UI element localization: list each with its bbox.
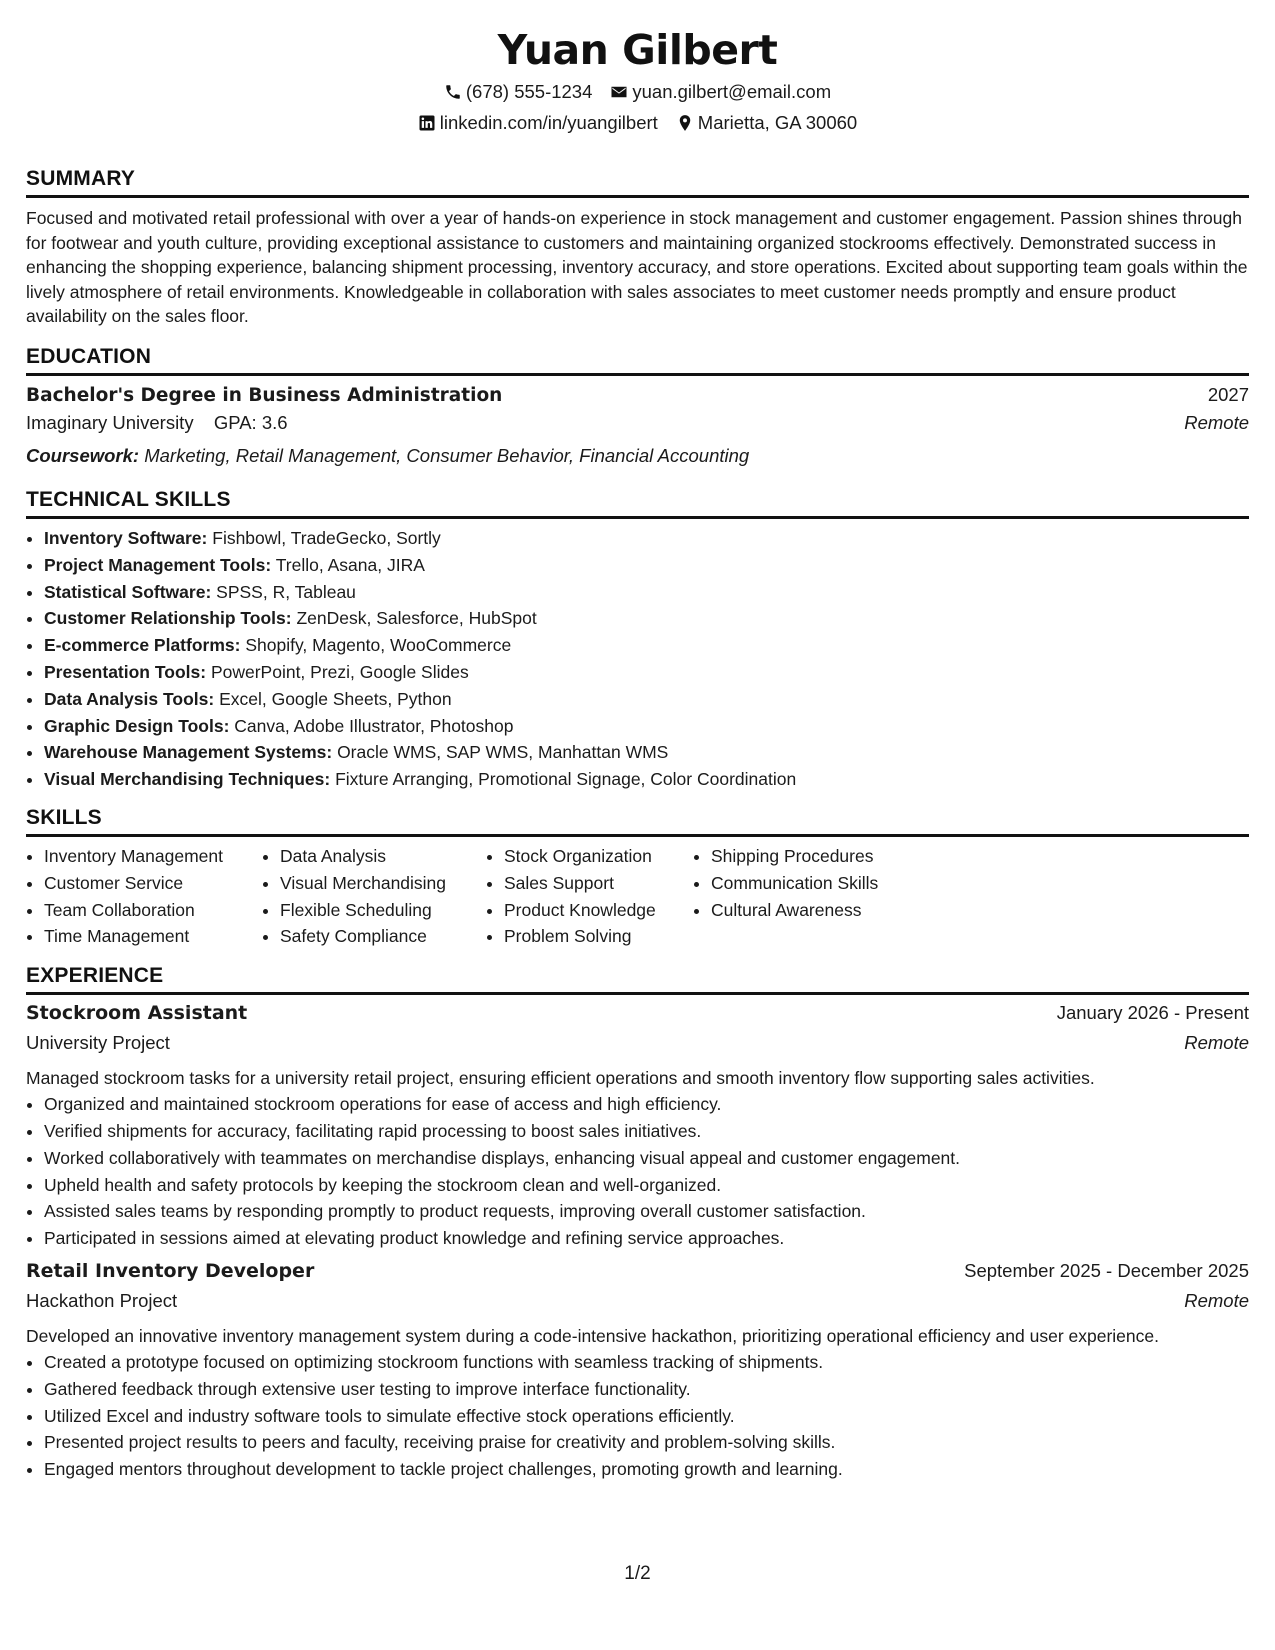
job-header-row xyxy=(26,1002,1249,1032)
list-item: • Engaged mentors throughout development to tackle project challenges, promoting growth and learning. xyxy=(44,1456,1249,1483)
coursework xyxy=(26,441,1249,471)
section-title-technical-skills: TECHNICAL SKILLS xyxy=(26,487,1249,519)
job-location: Remote xyxy=(1184,1289,1249,1311)
degree-name: Bachelor's Degree in Business Administration xyxy=(26,384,503,406)
job-title: Retail Inventory Developer xyxy=(26,1259,315,1282)
technical-skills-section xyxy=(26,487,1249,793)
job-bullets xyxy=(26,1091,1249,1252)
job-entry xyxy=(26,1260,1249,1483)
school-info xyxy=(26,412,288,434)
skills-column-3 xyxy=(486,843,693,950)
email-contact xyxy=(610,76,831,107)
education-header-row xyxy=(26,384,1249,412)
location-contact xyxy=(676,107,857,138)
phone-contact xyxy=(444,76,593,107)
email-link[interactable]: yuan.gilbert@email.com xyxy=(632,81,832,102)
list-item: • Sales Support xyxy=(504,870,693,897)
list-item: • Participated in sessions aimed at elevating product knowledge and refining service approaches. xyxy=(44,1225,1249,1252)
summary-text: Focused and motivated retail professional with over a year of hands-on experience in stock management and customer engagement. Passion shines through for footwear and youth culture, providing exceptional assistance to customers and maintaining organized stockrooms effectively. Demonstrated success in enhancing the shopping experience, balancing shipment processing, inventory accuracy, and store operations. Excited about supporting team goals within the lively atmosphere of retail environments. Knowledgeable in collaboration with sales associates to meet customer needs promptly and ensure product availability on the sales floor. xyxy=(26,208,1248,327)
section-title-summary: SUMMARY xyxy=(26,166,1249,198)
job-organization: Hackathon Project xyxy=(26,1289,178,1311)
list-item: • Presentation Tools: PowerPoint, Prezi, Google Slides xyxy=(44,659,1249,686)
list-item: • Inventory Management xyxy=(44,843,262,870)
list-item: • Assisted sales teams by responding promptly to product requests, improving overall customer satisfaction. xyxy=(44,1198,1249,1225)
list-item: • Communication Skills xyxy=(711,870,931,897)
list-item: • Project Management Tools: Trello, Asana, JIRA xyxy=(44,552,1249,579)
job-header-row xyxy=(26,1260,1249,1290)
skills-section xyxy=(26,805,1249,950)
job-dates: January 2026 - Present xyxy=(1056,1002,1249,1024)
page-number: 1/2 xyxy=(624,1563,651,1584)
school-name: Imaginary University xyxy=(26,411,194,433)
contact-line-2 xyxy=(26,107,1249,138)
skills-grid xyxy=(26,843,1249,950)
graduation-year: 2027 xyxy=(1207,383,1249,405)
linkedin-icon xyxy=(418,114,436,132)
list-item: • Inventory Software: Fishbowl, TradeGecko, Sortly xyxy=(44,525,1249,552)
list-item: • Organized and maintained stockroom operations for ease of access and high efficiency. xyxy=(44,1091,1249,1118)
coursework-label: Coursework: xyxy=(26,444,140,466)
summary-section xyxy=(26,166,1249,329)
coursework-list: Marketing, Retail Management, Consumer Behavior, Financial Accounting xyxy=(144,444,750,466)
list-item: • Statistical Software: SPSS, R, Tableau xyxy=(44,579,1249,606)
job-dates: September 2025 - December 2025 xyxy=(964,1259,1249,1281)
list-item: • Upheld health and safety protocols by keeping the stockroom clean and well-organized. xyxy=(44,1172,1249,1199)
education-school-row xyxy=(26,412,1249,441)
job-organization: University Project xyxy=(26,1032,170,1054)
list-item: • Safety Compliance xyxy=(280,923,486,950)
envelope-icon xyxy=(610,83,628,101)
phone-number: (678) 555-1234 xyxy=(465,81,593,102)
education-location: Remote xyxy=(1184,411,1249,433)
section-title-experience: EXPERIENCE xyxy=(26,963,1249,995)
list-item: • Visual Merchandising xyxy=(280,870,486,897)
list-item: • Utilized Excel and industry software tools to simulate effective stock operations efficiently. xyxy=(44,1403,1249,1430)
job-title: Stockroom Assistant xyxy=(26,1002,248,1025)
list-item: • Cultural Awareness xyxy=(711,897,931,924)
list-item: • Graphic Design Tools: Canva, Adobe Illustrator, Photoshop xyxy=(44,713,1249,740)
list-item: • Verified shipments for accuracy, facilitating rapid processing to boost sales initiatives. xyxy=(44,1118,1249,1145)
list-item: • Created a prototype focused on optimizing stockroom functions with seamless tracking of shipments. xyxy=(44,1349,1249,1376)
candidate-name: Yuan Gilbert xyxy=(497,26,778,74)
map-pin-icon xyxy=(676,114,694,132)
job-summary: Developed an innovative inventory management system during a code-intensive hackathon, prioritizing operational efficiency and user experience. xyxy=(26,1325,1159,1346)
job-location: Remote xyxy=(1184,1032,1249,1054)
job-org-row xyxy=(26,1290,1249,1321)
list-item: • Team Collaboration xyxy=(44,897,262,924)
location-text: Marietta, GA 30060 xyxy=(697,112,858,133)
list-item: • Stock Organization xyxy=(504,843,693,870)
list-item: • Visual Merchandising Techniques: Fixture Arranging, Promotional Signage, Color Coordination xyxy=(44,766,1249,793)
job-bullets xyxy=(26,1349,1249,1483)
technical-skills-list xyxy=(26,525,1249,793)
list-item: • Warehouse Management Systems: Oracle WMS, SAP WMS, Manhattan WMS xyxy=(44,739,1249,766)
skills-column-2 xyxy=(262,843,486,950)
resume-page xyxy=(26,0,1249,1483)
experience-section xyxy=(26,963,1249,1483)
linkedin-link[interactable]: linkedin.com/in/yuangilbert xyxy=(439,112,658,133)
section-title-education: EDUCATION xyxy=(26,344,1249,376)
phone-icon xyxy=(444,83,462,101)
list-item: • Presented project results to peers and faculty, receiving praise for creativity and problem-solving skills. xyxy=(44,1429,1249,1456)
job-summary: Managed stockroom tasks for a university retail project, ensuring efficient operations and smooth inventory flow supporting sales activities. xyxy=(26,1068,1095,1089)
skills-column-1 xyxy=(26,843,262,950)
job-org-row xyxy=(26,1032,1249,1063)
job-entry xyxy=(26,1002,1249,1252)
list-item: • Customer Service xyxy=(44,870,262,897)
list-item: • Problem Solving xyxy=(504,923,693,950)
section-title-skills: SKILLS xyxy=(26,805,1249,837)
skills-column-4 xyxy=(693,843,931,950)
list-item: • Gathered feedback through extensive user testing to improve interface functionality. xyxy=(44,1376,1249,1403)
contact-line-1 xyxy=(26,76,1249,107)
list-item: • Data Analysis xyxy=(280,843,486,870)
list-item: • Data Analysis Tools: Excel, Google Sheets, Python xyxy=(44,686,1249,713)
list-item: • Time Management xyxy=(44,923,262,950)
list-item: • Flexible Scheduling xyxy=(280,897,486,924)
list-item: • Shipping Procedures xyxy=(711,843,931,870)
linkedin-contact xyxy=(418,107,658,138)
gpa: GPA: 3.6 xyxy=(213,411,288,433)
list-item: • E-commerce Platforms: Shopify, Magento, WooCommerce xyxy=(44,632,1249,659)
list-item: • Product Knowledge xyxy=(504,897,693,924)
list-item: • Customer Relationship Tools: ZenDesk, Salesforce, HubSpot xyxy=(44,605,1249,632)
list-item: • Worked collaboratively with teammates on merchandise displays, enhancing visual appeal and customer engagement. xyxy=(44,1145,1249,1172)
education-section xyxy=(26,344,1249,471)
